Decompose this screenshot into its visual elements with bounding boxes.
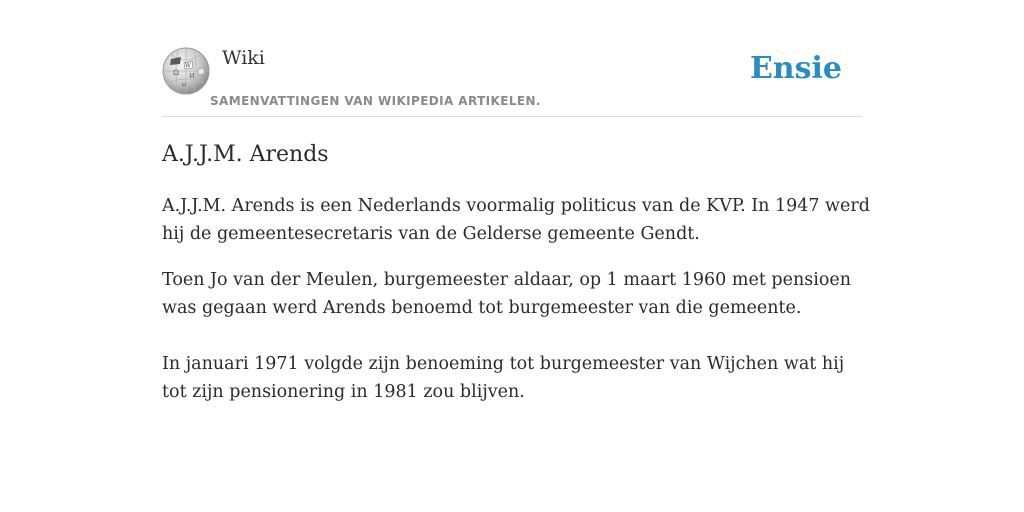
article-body (162, 192, 872, 424)
wikipedia-globe-icon[interactable] (162, 47, 210, 95)
svg-text:ω: ω (181, 81, 187, 88)
site-label-link[interactable]: Wiki (222, 47, 265, 69)
article-paragraph: In januari 1971 volgde zijn benoeming tot burgemeester van Wijchen wat hij tot zijn pensionering in 1981 zou blijven. (162, 354, 845, 402)
svg-text:И: И (189, 73, 195, 80)
article-title: A.J.J.M. Arends (162, 142, 329, 167)
svg-text:Ω: Ω (173, 69, 179, 77)
article-paragraph: Toen Jo van der Meulen, burgemeester aldaar, op 1 maart 1960 met pensioen was gegaan werd Arends benoemd tot burgemeester van die gemeente. (162, 270, 851, 318)
brand-logo-link[interactable]: Ensie (749, 51, 842, 86)
site-header (162, 40, 862, 117)
svg-text:W: W (184, 62, 192, 70)
article-paragraph: A.J.J.M. Arends is een Nederlands voormalig politicus van de KVP. In 1947 werd hij de gemeentesecretaris van de Gelderse gemeente Gendt. (162, 196, 870, 244)
site-tagline: SAMENVATTINGEN VAN WIKIPEDIA ARTIKELEN. (210, 94, 541, 108)
